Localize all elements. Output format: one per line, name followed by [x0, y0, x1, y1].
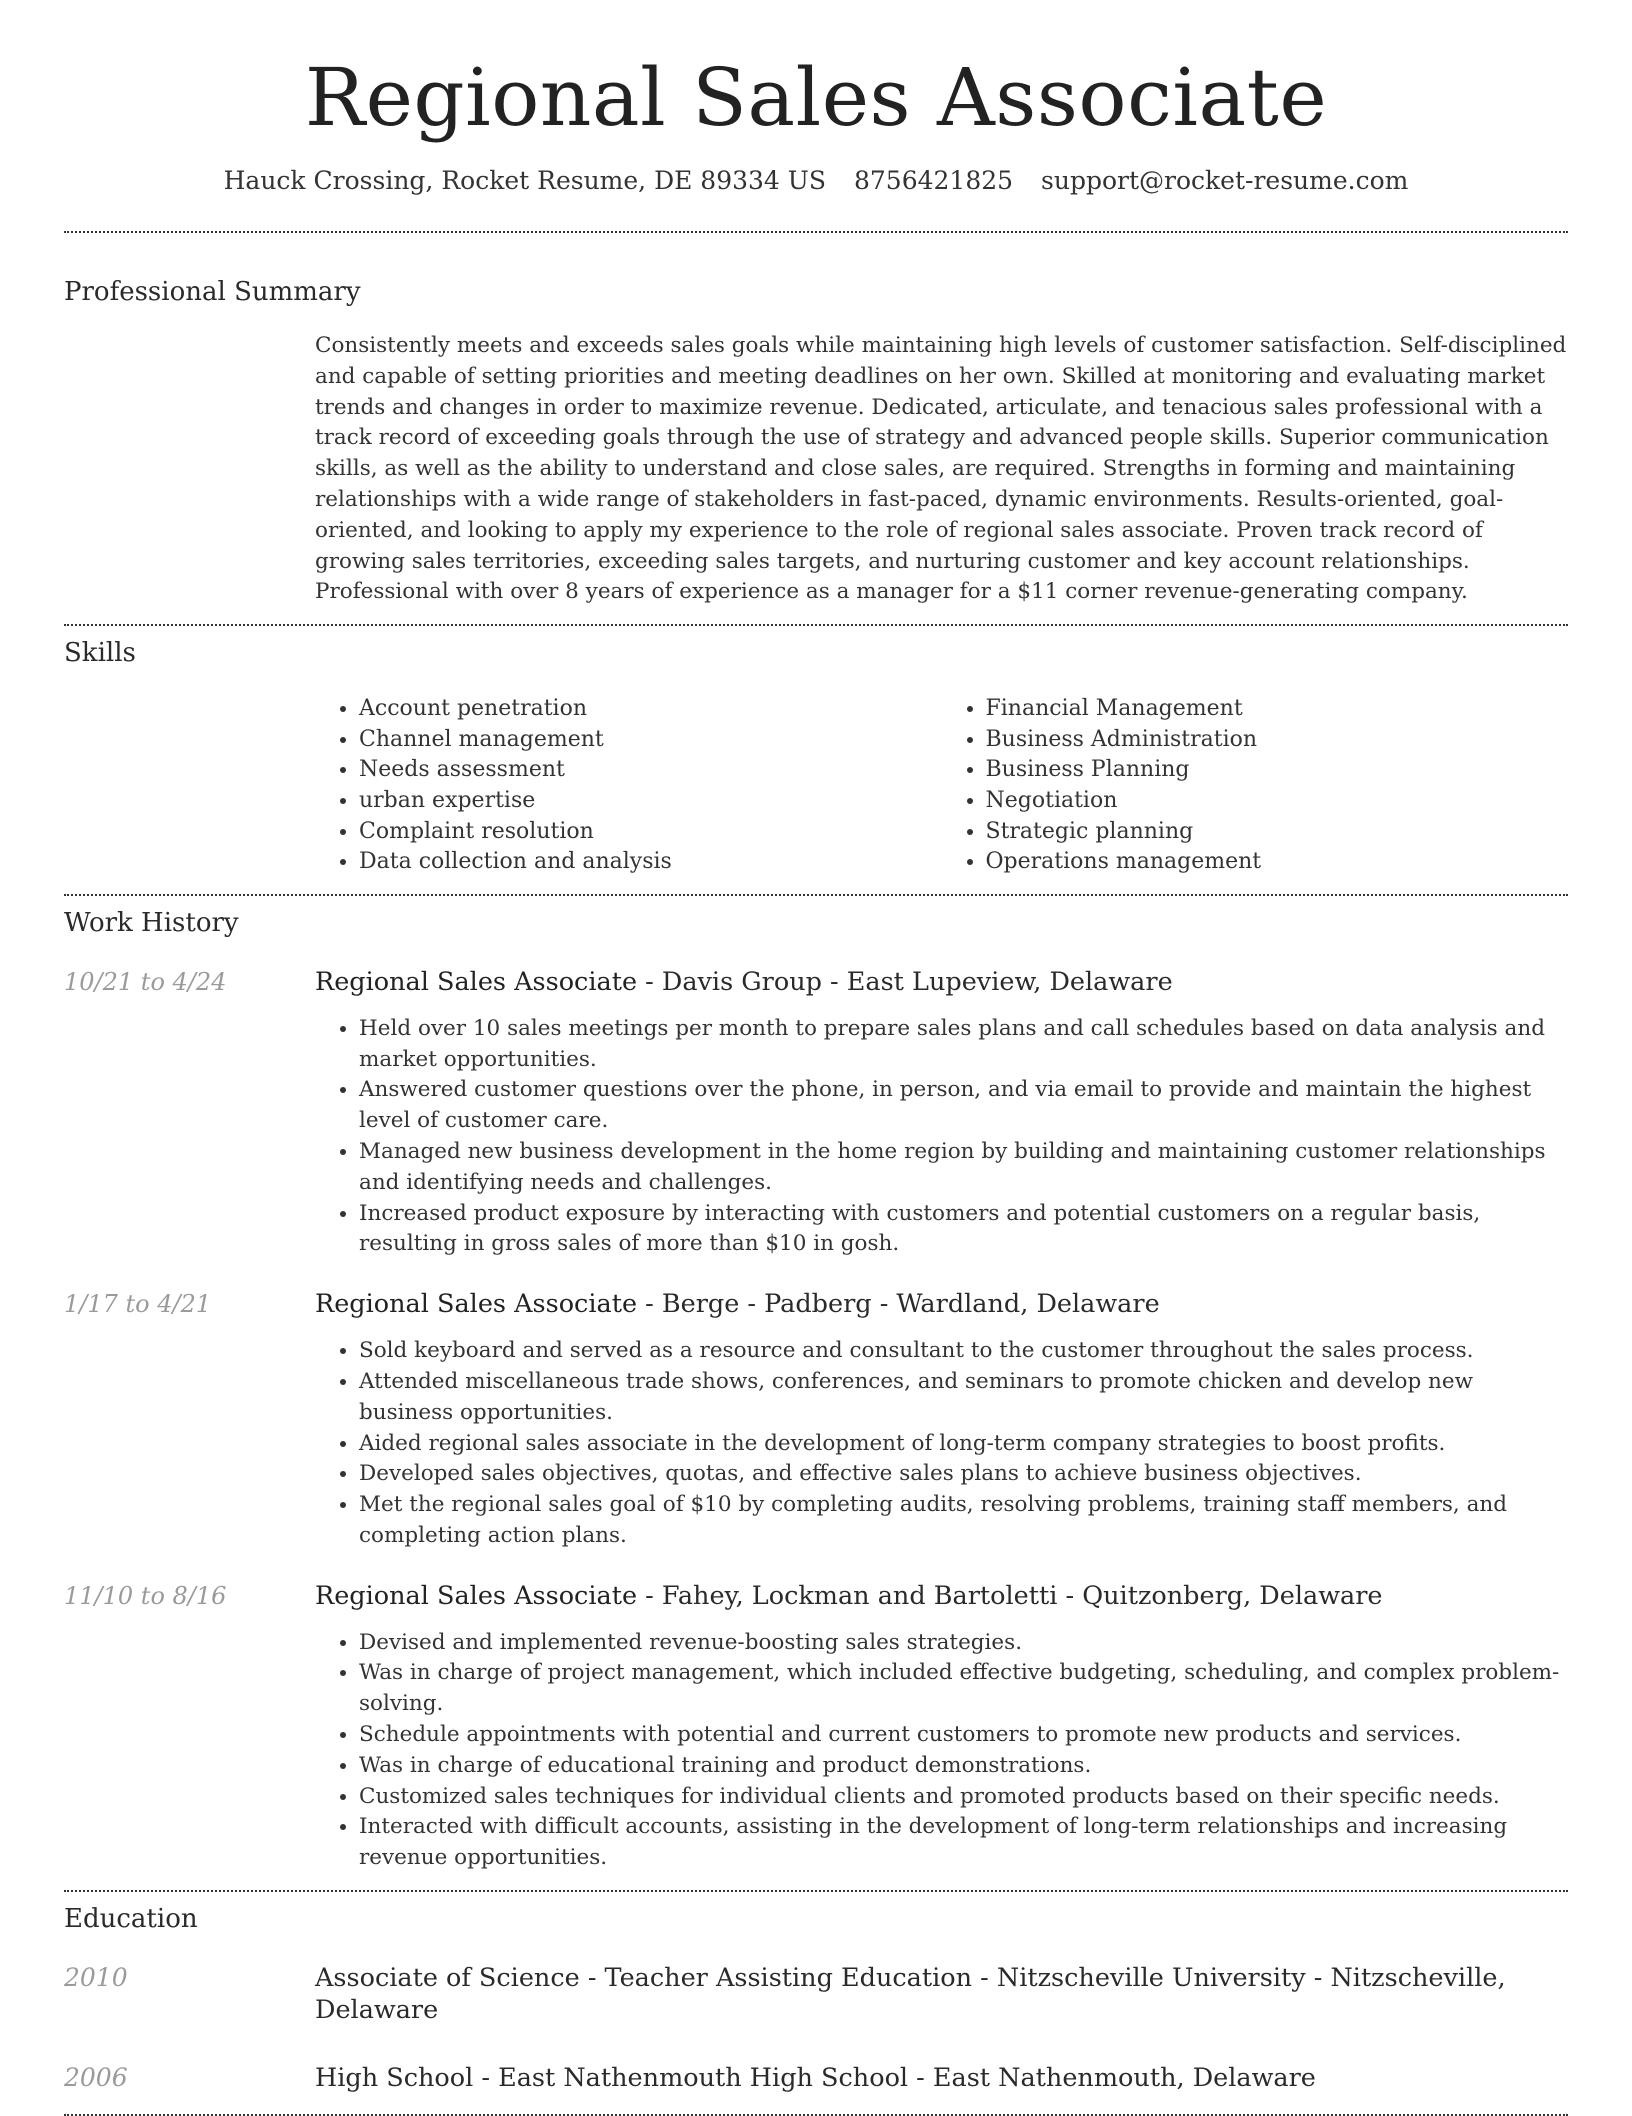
skill-item: • Data collection and analysis: [359, 847, 942, 878]
skill-item: • Strategic planning: [986, 817, 1569, 848]
skills-column-right: [942, 694, 1569, 878]
job-dates: 10/21 to 4/24: [64, 967, 227, 996]
section-divider: [64, 231, 1568, 233]
education-entry: [64, 1962, 1568, 2026]
job-entry: [64, 966, 1568, 1260]
job-body: [315, 1580, 1568, 1874]
education-year: 2010: [64, 1963, 128, 1993]
summary-heading: Professional Summary: [64, 277, 361, 307]
resume-page: [64, 0, 1568, 2116]
job-bullet: • Attended miscellaneous trade shows, conferences, and seminars to promote chicken and develop new business opportunities.: [359, 1367, 1568, 1429]
education-detail: [315, 2062, 1568, 2094]
education-school: - Nitzscheville University - Nitzscheville, Delaware: [315, 1963, 1506, 2026]
job-body: [315, 966, 1568, 1260]
skill-item: • Business Administration: [986, 725, 1569, 756]
job-employer: - Fahey, Lockman and Bartoletti - Quitzonberg, Delaware: [637, 1580, 1383, 1611]
job-heading: [315, 1288, 1568, 1320]
job-entry: [64, 1288, 1568, 1552]
job-bullet-list: [315, 1014, 1568, 1260]
education-detail: [315, 1962, 1568, 2026]
skill-item: • Account penetration: [359, 694, 942, 725]
skill-item: • Financial Management: [986, 694, 1569, 725]
summary-text: Consistently meets and exceeds sales goals while maintaining high levels of customer satisfaction. Self-disciplined and capable of setting priorities and meeting deadlines on her own. Skilled at monitoring and evaluating market trends and changes in order to maximize revenue. Dedicated, articulate, and tenacious sales professional with a track record of exceeding goals through the use of strategy and advanced people skills. Superior communication skills, as well as the ability to understand and close sales, are required. Strengths in forming and maintaining relationships with a wide range of stakeholders in fast-paced, dynamic environments. Results-oriented, goal-oriented, and looking to apply my experience to the role of regional sales associate. Proven track record of growing sales territories, exceeding sales targets, and nurturing customer and key account relationships. Professional with over 8 years of experience as a manager for a $11 corner revenue-generating company.: [315, 333, 1567, 605]
job-bullet: • Sold keyboard and served as a resource and consultant to the customer throughout the sales process.: [359, 1336, 1568, 1367]
skill-item: • Negotiation: [986, 786, 1569, 817]
job-heading: [315, 966, 1568, 998]
job-bullet: • Customized sales techniques for individual clients and promoted products based on their specific needs.: [359, 1782, 1568, 1813]
job-bullet: • Managed new business development in the home region by building and maintaining customer relationships and identifying needs and challenges.: [359, 1137, 1568, 1199]
contact-email: support@rocket-resume.com: [1041, 166, 1409, 195]
education-heading: Education: [64, 1904, 198, 1935]
education-year: 2006: [64, 2063, 128, 2093]
job-dates: 1/17 to 4/21: [64, 1290, 212, 1319]
job-employer: - Davis Group - East Lupeview, Delaware: [637, 966, 1173, 997]
job-role: Regional Sales Associate: [315, 1580, 638, 1611]
job-bullet-list: [315, 1628, 1568, 1874]
job-bullet: • Devised and implemented revenue-boosting sales strategies.: [359, 1628, 1568, 1659]
job-bullet: • Interacted with difficult accounts, assisting in the development of long-term relationships and increasing revenue opportunities.: [359, 1812, 1568, 1874]
education-school: - East Nathenmouth High School - East Nathenmouth, Delaware: [473, 2063, 1316, 2094]
job-bullet: • Schedule appointments with potential and current customers to promote new products and services.: [359, 1720, 1568, 1751]
resume-title: Regional Sales Associate: [304, 51, 1328, 144]
skill-item: • Complaint resolution: [359, 817, 942, 848]
contact-address: Hauck Crossing, Rocket Resume, DE 89334 US: [223, 166, 826, 195]
skills-heading: Skills: [64, 638, 136, 669]
job-entry: [64, 1580, 1568, 1874]
job-bullet: • Aided regional sales associate in the development of long-term company strategies to boost profits.: [359, 1429, 1568, 1460]
job-bullet: • Met the regional sales goal of $10 by completing audits, resolving problems, training staff members, and completing action plans.: [359, 1490, 1568, 1552]
job-role: Regional Sales Associate: [315, 1289, 638, 1320]
contact-phone: 8756421825: [853, 166, 1014, 195]
education-entry: [64, 2062, 1568, 2094]
job-role: Regional Sales Associate: [315, 966, 638, 997]
section-divider: [64, 894, 1568, 896]
job-dates: 11/10 to 8/16: [64, 1581, 227, 1610]
skill-item: • Needs assessment: [359, 755, 942, 786]
skills-column-left: [315, 694, 942, 878]
skill-item: • Operations management: [986, 847, 1569, 878]
skill-item: • urban expertise: [359, 786, 942, 817]
job-bullet: • Answered customer questions over the phone, in person, and via email to provide and maintain the highest level of customer care.: [359, 1075, 1568, 1137]
contact-line: [64, 166, 1568, 195]
section-divider: [64, 624, 1568, 626]
job-heading: [315, 1580, 1568, 1612]
job-body: [315, 1288, 1568, 1552]
section-divider: [64, 1890, 1568, 1892]
skills-list: [315, 694, 1568, 878]
work-history-heading: Work History: [64, 907, 239, 938]
education-degree: High School: [315, 2063, 474, 2094]
job-employer: - Berge - Padberg - Wardland, Delaware: [637, 1289, 1160, 1320]
job-bullet: • Was in charge of project management, which included effective budgeting, scheduling, and complex problem-solving.: [359, 1658, 1568, 1720]
job-bullet: • Held over 10 sales meetings per month to prepare sales plans and call schedules based on data analysis and market opportunities.: [359, 1014, 1568, 1076]
job-bullet: • Increased product exposure by interacting with customers and potential customers on a regular basis, resulting in gross sales of more than $10 in gosh.: [359, 1199, 1568, 1261]
education-degree: Associate of Science - Teacher Assisting Education: [315, 1963, 973, 1994]
skill-item: • Business Planning: [986, 755, 1569, 786]
skill-item: • Channel management: [359, 725, 942, 756]
job-bullet-list: [315, 1336, 1568, 1552]
job-bullet: • Developed sales objectives, quotas, and effective sales plans to achieve business objectives.: [359, 1459, 1568, 1490]
job-bullet: • Was in charge of educational training and product demonstrations.: [359, 1751, 1568, 1782]
